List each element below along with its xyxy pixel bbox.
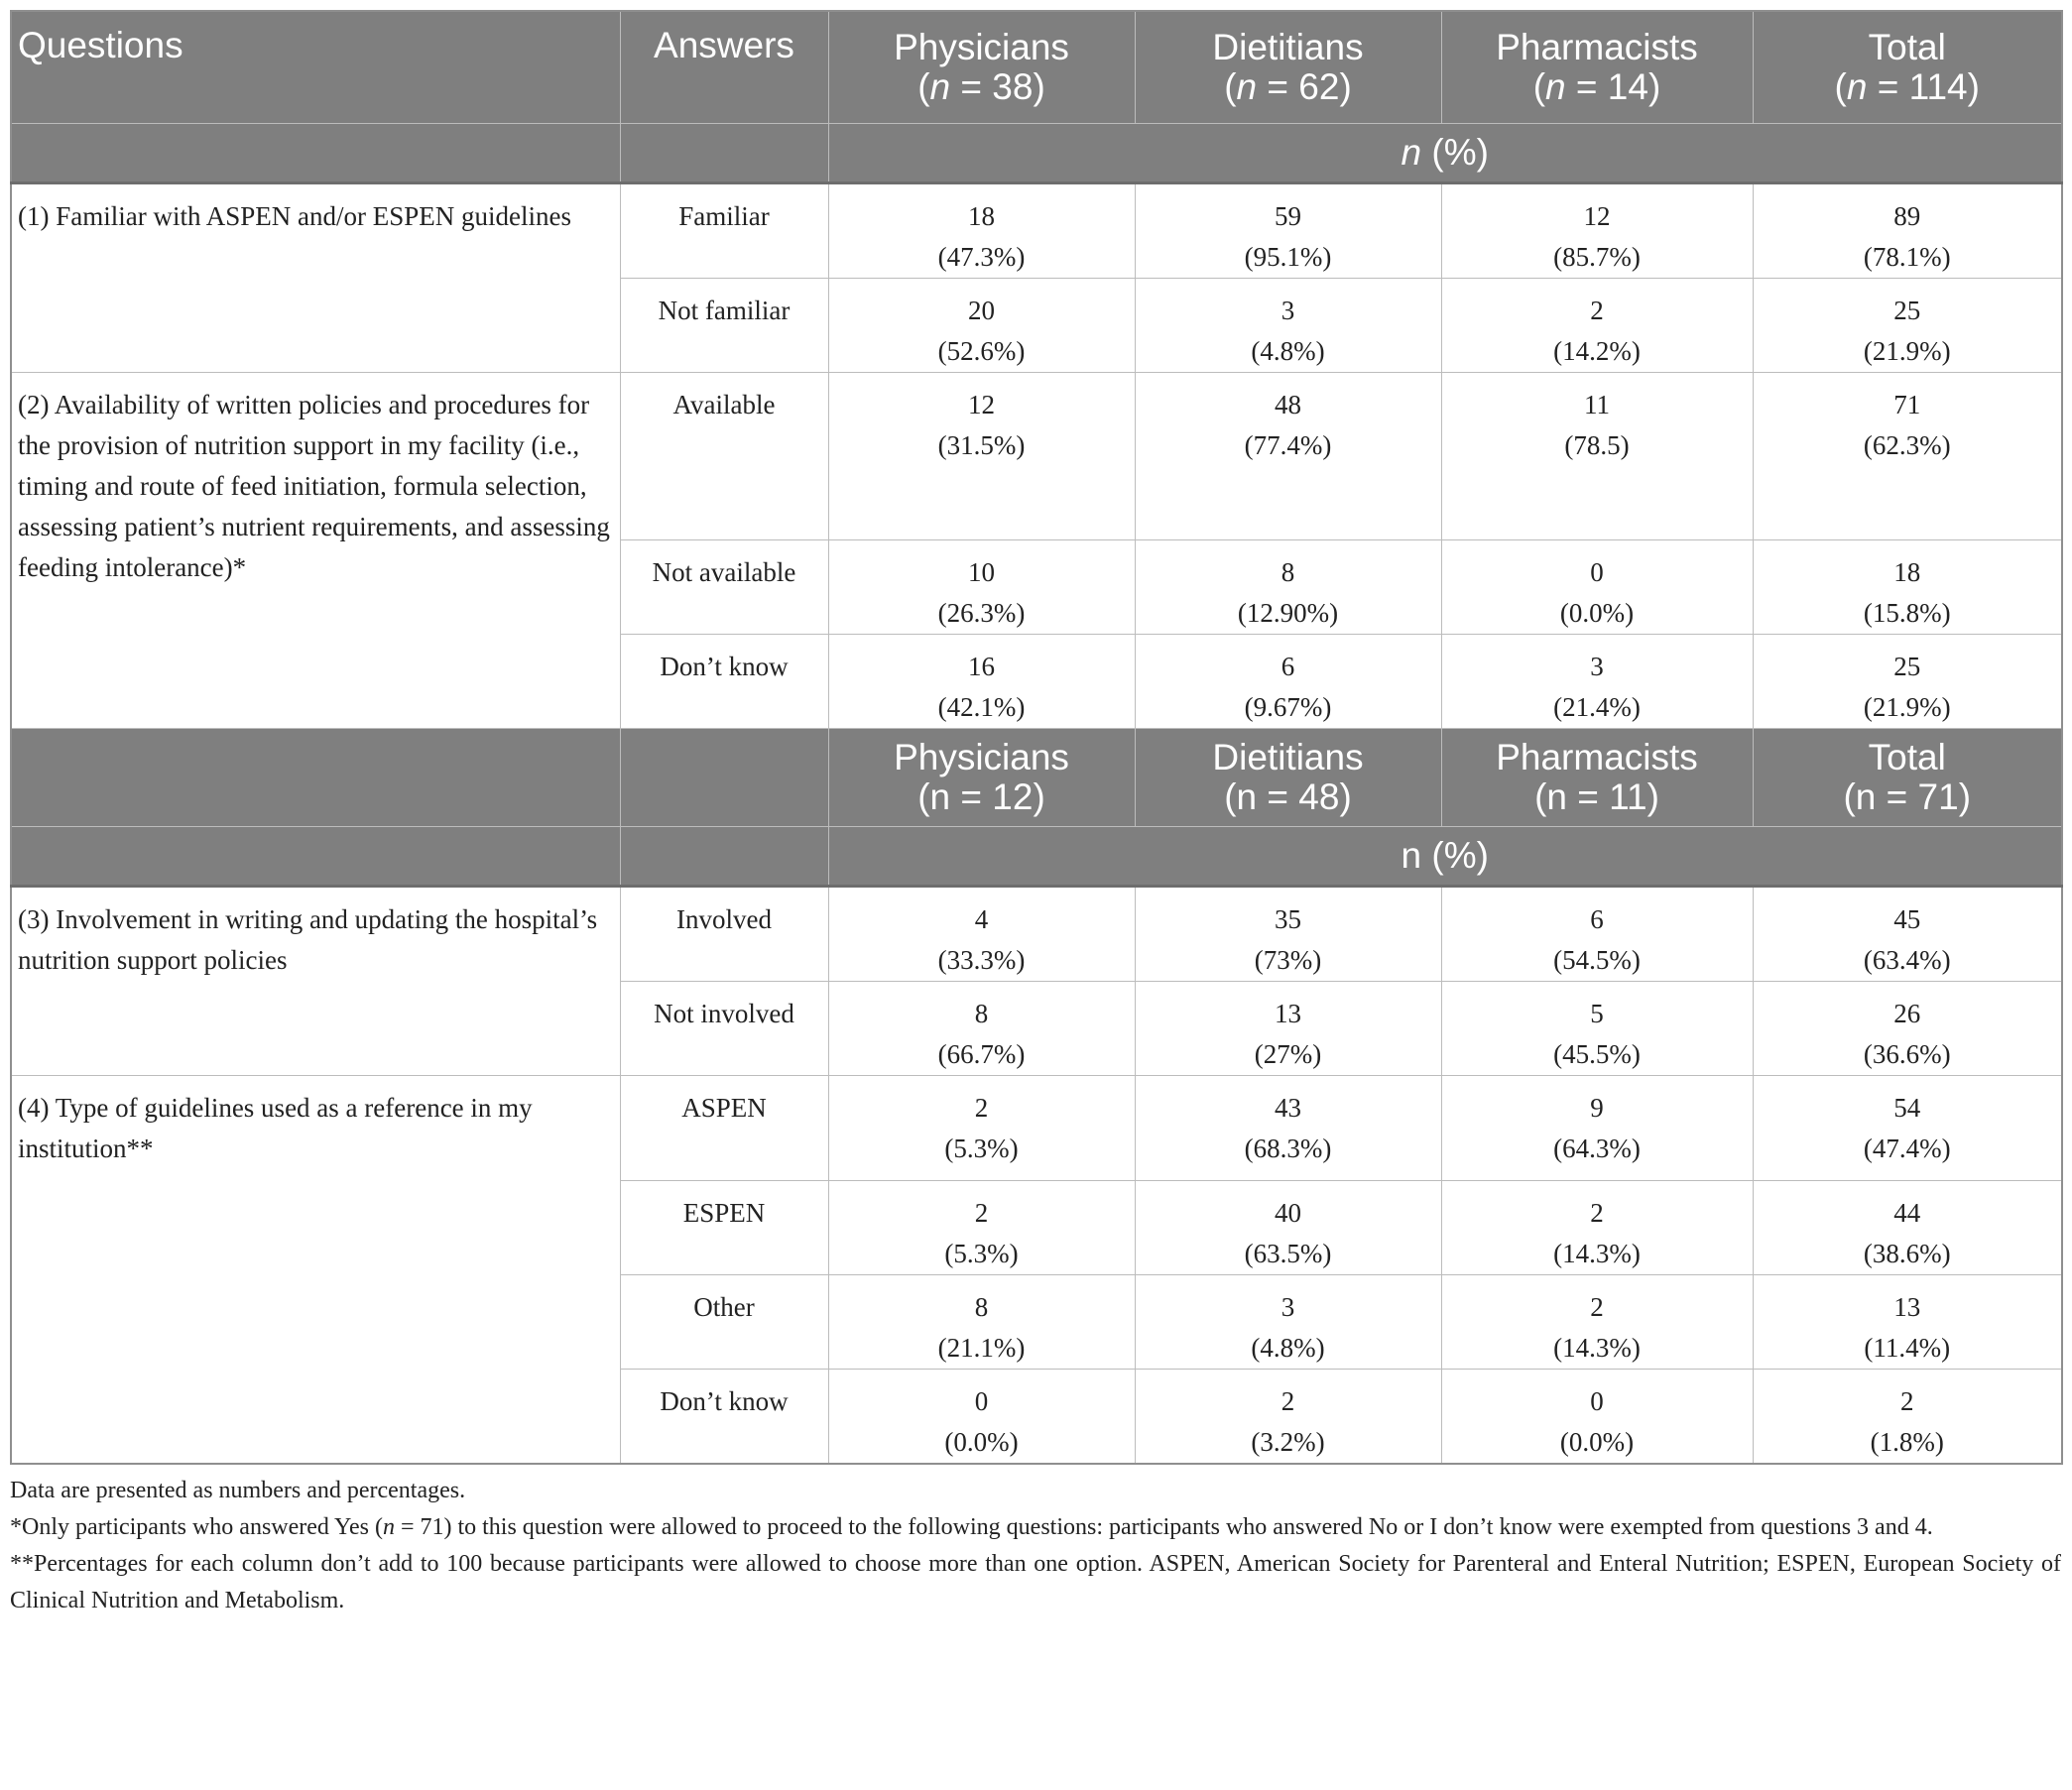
unit-label: n (%): [828, 827, 2062, 887]
count-value: 2: [1590, 1292, 1604, 1322]
value-cell: [1753, 635, 2062, 729]
col-header-total-label: Total: [1868, 737, 1946, 777]
value-cell: [828, 1370, 1135, 1465]
value-cell: [1753, 1275, 2062, 1370]
percent-value: (63.4%): [1863, 945, 1951, 975]
value-cell: [1441, 635, 1753, 729]
percent-value: (5.3%): [944, 1134, 1019, 1163]
percent-value: (78.5): [1564, 430, 1630, 460]
value-cell: [1753, 1181, 2062, 1275]
col-header-physicians-count: (n = 38): [917, 66, 1045, 107]
percent-value: (12.90%): [1237, 598, 1339, 628]
value-cell: [1135, 887, 1441, 982]
unit-row-2: [11, 827, 2062, 887]
percent-value: (66.7%): [937, 1039, 1026, 1069]
answer-cell: Involved: [620, 887, 828, 982]
value-cell: [1753, 279, 2062, 373]
col-header-physicians-2: [828, 729, 1135, 827]
value-cell: [1135, 1275, 1441, 1370]
col-header-dietitians-count: (n = 48): [1224, 776, 1352, 817]
count-value: 35: [1275, 904, 1301, 934]
percent-value: (0.0%): [1559, 1427, 1635, 1457]
n-symbol: n: [1401, 132, 1422, 173]
percent-value: (4.8%): [1251, 336, 1325, 366]
count-value: 6: [1590, 904, 1604, 934]
answer-cell: Available: [620, 373, 828, 540]
header-row-2: [11, 729, 2062, 827]
count-value: 3: [1590, 652, 1604, 681]
value-cell: [828, 540, 1135, 635]
value-cell: [1135, 1076, 1441, 1181]
value-cell: [1441, 1370, 1753, 1465]
percent-value: (21.1%): [937, 1333, 1026, 1363]
percent-value: (52.6%): [937, 336, 1026, 366]
count-value: 2: [974, 1198, 989, 1228]
col-header-pharmacists-2: [1441, 729, 1753, 827]
header-row: [11, 11, 2062, 124]
percent-value: (0.0%): [944, 1427, 1019, 1457]
percent-value: (9.67%): [1244, 692, 1332, 722]
answer-cell: ASPEN: [620, 1076, 828, 1181]
percent-value: (27%): [1254, 1039, 1322, 1069]
answer-cell: Don’t know: [620, 1370, 828, 1465]
count-value: 20: [968, 296, 995, 325]
value-cell: [828, 279, 1135, 373]
percent-value: (5.3%): [944, 1239, 1019, 1268]
count-value: 8: [974, 999, 989, 1028]
n-symbol: n: [1236, 66, 1258, 107]
count-value: 8: [1280, 557, 1295, 587]
footnote-data: Data are presented as numbers and percentages.: [10, 1478, 466, 1503]
value-cell: [1441, 1181, 1753, 1275]
percent-value: (14.3%): [1553, 1333, 1641, 1363]
col-header-pharmacists-label: Pharmacists: [1496, 737, 1698, 777]
count-value: 3: [1280, 1292, 1295, 1322]
footnote-text: = 71) to this question were allowed to proceed to the following questions: participants who answered No or I don’t know were exempted from questions 3 and 4.: [394, 1514, 1933, 1540]
percent-value: (15.8%): [1863, 598, 1951, 628]
col-header-dietitians: [1135, 11, 1441, 124]
value-cell: [1135, 540, 1441, 635]
percent-value: (3.2%): [1251, 1427, 1325, 1457]
value-cell: [1135, 982, 1441, 1076]
value-cell: [1135, 1370, 1441, 1465]
table-row: [11, 1076, 2062, 1181]
percent-value: (4.8%): [1251, 1333, 1325, 1363]
count-value: 13: [1893, 1292, 1921, 1322]
unit-row-blank: [620, 827, 828, 887]
value-cell: [1441, 1275, 1753, 1370]
section-1-body: [11, 183, 2062, 729]
count-value: 40: [1275, 1198, 1301, 1228]
count-text: = 38): [950, 66, 1045, 107]
percent-value: (47.4%): [1863, 1134, 1951, 1163]
value-cell: [1441, 279, 1753, 373]
n-symbol: n: [1846, 66, 1868, 107]
value-cell: [1753, 183, 2062, 279]
col-header-blank: [11, 729, 620, 827]
col-header-pharmacists-label: Pharmacists: [1496, 27, 1698, 67]
percent-value: (77.4%): [1244, 430, 1332, 460]
count-text: = 14): [1565, 66, 1661, 107]
col-header-total-2: [1753, 729, 2062, 827]
count-value: 43: [1275, 1093, 1301, 1123]
col-header-answers: Answers: [620, 11, 828, 124]
value-cell: [1441, 183, 1753, 279]
percent-value: (62.3%): [1863, 430, 1951, 460]
count-value: 11: [1584, 390, 1610, 419]
col-header-pharmacists-count: (n = 11): [1534, 776, 1659, 817]
count-value: 25: [1893, 652, 1921, 681]
value-cell: [1441, 373, 1753, 540]
count-value: 0: [974, 1386, 989, 1416]
count-value: 2: [1900, 1386, 1914, 1416]
percent-value: (31.5%): [937, 430, 1026, 460]
value-cell: [1753, 540, 2062, 635]
count-value: 25: [1893, 296, 1921, 325]
percent-value: (78.1%): [1863, 242, 1951, 272]
percent-value: (36.6%): [1863, 1039, 1951, 1069]
value-cell: [828, 1076, 1135, 1181]
count-value: 12: [1583, 201, 1611, 231]
value-cell: [1135, 279, 1441, 373]
value-cell: [1135, 1181, 1441, 1275]
percent-value: (95.1%): [1244, 242, 1332, 272]
footnote-text: *Only participants who answered Yes (: [10, 1514, 383, 1540]
col-header-physicians-count: (n = 12): [917, 776, 1045, 817]
col-header-blank: [620, 729, 828, 827]
value-cell: [1753, 1370, 2062, 1465]
percent-value: (26.3%): [937, 598, 1026, 628]
percent-value: (63.5%): [1244, 1239, 1332, 1268]
value-cell: [828, 1275, 1135, 1370]
col-header-total: [1753, 11, 2062, 124]
section-2-header: [11, 729, 2062, 887]
col-header-physicians-label: Physicians: [894, 737, 1069, 777]
col-header-dietitians-label: Dietitians: [1212, 27, 1364, 67]
count-value: 2: [974, 1093, 989, 1123]
value-cell: [1753, 1076, 2062, 1181]
n-symbol: n: [1545, 66, 1566, 107]
col-header-total-count: (n = 114): [1834, 66, 1980, 107]
count-value: 12: [968, 390, 995, 419]
value-cell: [828, 1181, 1135, 1275]
count-value: 2: [1590, 296, 1604, 325]
col-header-total-label: Total: [1868, 27, 1946, 67]
value-cell: [828, 887, 1135, 982]
count-value: 6: [1280, 652, 1295, 681]
percent-value: (38.6%): [1863, 1239, 1951, 1268]
count-value: 4: [974, 904, 989, 934]
count-value: 48: [1275, 390, 1301, 419]
value-cell: [1441, 1076, 1753, 1181]
count-value: 0: [1590, 557, 1604, 587]
col-header-pharmacists-count: (n = 14): [1532, 66, 1661, 107]
table-row: [11, 183, 2062, 279]
unit-row-blank: [11, 827, 620, 887]
percent-value: (73%): [1254, 945, 1322, 975]
answer-cell: Other: [620, 1275, 828, 1370]
percent-value: (21.9%): [1863, 692, 1951, 722]
count-value: 45: [1893, 904, 1921, 934]
count-value: 9: [1590, 1093, 1604, 1123]
percent-value: (45.5%): [1553, 1039, 1641, 1069]
count-value: 10: [968, 557, 995, 587]
value-cell: [1441, 887, 1753, 982]
section-2-body: [11, 887, 2062, 1465]
footnote-single-asterisk: [10, 1509, 2061, 1546]
count-value: 0: [1590, 1386, 1604, 1416]
percent-value: (14.3%): [1553, 1239, 1641, 1268]
count-value: 89: [1893, 201, 1921, 231]
value-cell: [1135, 373, 1441, 540]
col-header-total-count: (n = 71): [1843, 776, 1972, 817]
percent-value: (11.4%): [1864, 1333, 1951, 1363]
value-cell: [1753, 982, 2062, 1076]
count-text: = 114): [1867, 66, 1980, 107]
percent-value: (42.1%): [937, 692, 1026, 722]
percent-value: (33.3%): [937, 945, 1026, 975]
table-row: [11, 887, 2062, 982]
col-header-dietitians-count: (n = 62): [1224, 66, 1352, 107]
value-cell: [828, 635, 1135, 729]
unit-row: [11, 124, 2062, 183]
value-cell: [1441, 982, 1753, 1076]
value-cell: [1753, 373, 2062, 540]
value-cell: [1441, 540, 1753, 635]
percent-value: (0.0%): [1559, 598, 1635, 628]
count-value: 18: [968, 201, 995, 231]
count-value: 54: [1893, 1093, 1921, 1123]
col-header-pharmacists: [1441, 11, 1753, 124]
count-text: = 62): [1257, 66, 1352, 107]
footnote-double-asterisk: **Percentages for each column don’t add to 100 because participants were allowed to choose more than one option. ASPEN, American Society for Parenteral and Enteral Nutrition; ESPEN, European Society of Clinical Nutrition and Metabolism.: [10, 1551, 2061, 1613]
value-cell: [828, 982, 1135, 1076]
value-cell: [1135, 183, 1441, 279]
percent-value: (47.3%): [937, 242, 1026, 272]
count-value: 2: [1280, 1386, 1295, 1416]
value-cell: [1753, 887, 2062, 982]
answer-cell: Familiar: [620, 183, 828, 279]
value-cell: [1135, 635, 1441, 729]
count-value: 8: [974, 1292, 989, 1322]
count-value: 44: [1893, 1198, 1921, 1228]
answer-cell: Don’t know: [620, 635, 828, 729]
n-symbol: n: [382, 1514, 395, 1540]
count-value: 3: [1280, 296, 1295, 325]
question-cell: (2) Availability of written policies and procedures for the provision of nutrition support in my facility (i.e., timing and route of feed initiation, formula selection, assessing patient’s nutrient requirements, and assessing feeding intolerance)*: [11, 373, 620, 729]
value-cell: [828, 373, 1135, 540]
count-value: 71: [1893, 390, 1921, 419]
unit-label: [828, 124, 2062, 183]
survey-results-table: [10, 10, 2063, 1465]
percent-value: (14.2%): [1553, 336, 1641, 366]
unit-row-blank: [620, 124, 828, 183]
unit-row-blank: [11, 124, 620, 183]
answer-cell: ESPEN: [620, 1181, 828, 1275]
col-header-physicians-label: Physicians: [894, 27, 1069, 67]
count-value: 13: [1275, 999, 1301, 1028]
count-value: 5: [1590, 999, 1604, 1028]
col-header-dietitians-label: Dietitians: [1212, 737, 1364, 777]
question-cell: (4) Type of guidelines used as a reference in my institution**: [11, 1076, 620, 1465]
percent-value: (21.9%): [1863, 336, 1951, 366]
n-symbol: n: [929, 66, 951, 107]
count-value: 2: [1590, 1198, 1604, 1228]
count-value: 18: [1893, 557, 1921, 587]
col-header-physicians: [828, 11, 1135, 124]
percent-value: (64.3%): [1553, 1134, 1641, 1163]
results-table-figure: [10, 10, 2061, 1619]
answer-cell: Not involved: [620, 982, 828, 1076]
unit-pct: (%): [1421, 132, 1489, 173]
value-cell: [828, 183, 1135, 279]
question-cell: (3) Involvement in writing and updating the hospital’s nutrition support policies: [11, 887, 620, 1076]
percent-value: (54.5%): [1553, 945, 1641, 975]
count-value: 16: [968, 652, 995, 681]
question-cell: (1) Familiar with ASPEN and/or ESPEN guidelines: [11, 183, 620, 373]
count-value: 26: [1893, 999, 1921, 1028]
answer-cell: Not available: [620, 540, 828, 635]
table-footnotes: [10, 1473, 2061, 1619]
percent-value: (21.4%): [1553, 692, 1641, 722]
answer-cell: Not familiar: [620, 279, 828, 373]
percent-value: (68.3%): [1244, 1134, 1332, 1163]
percent-value: (1.8%): [1870, 1427, 1944, 1457]
col-header-dietitians-2: [1135, 729, 1441, 827]
count-value: 59: [1275, 201, 1301, 231]
table-row: [11, 373, 2062, 540]
percent-value: (85.7%): [1553, 242, 1641, 272]
col-header-questions: Questions: [11, 11, 620, 124]
